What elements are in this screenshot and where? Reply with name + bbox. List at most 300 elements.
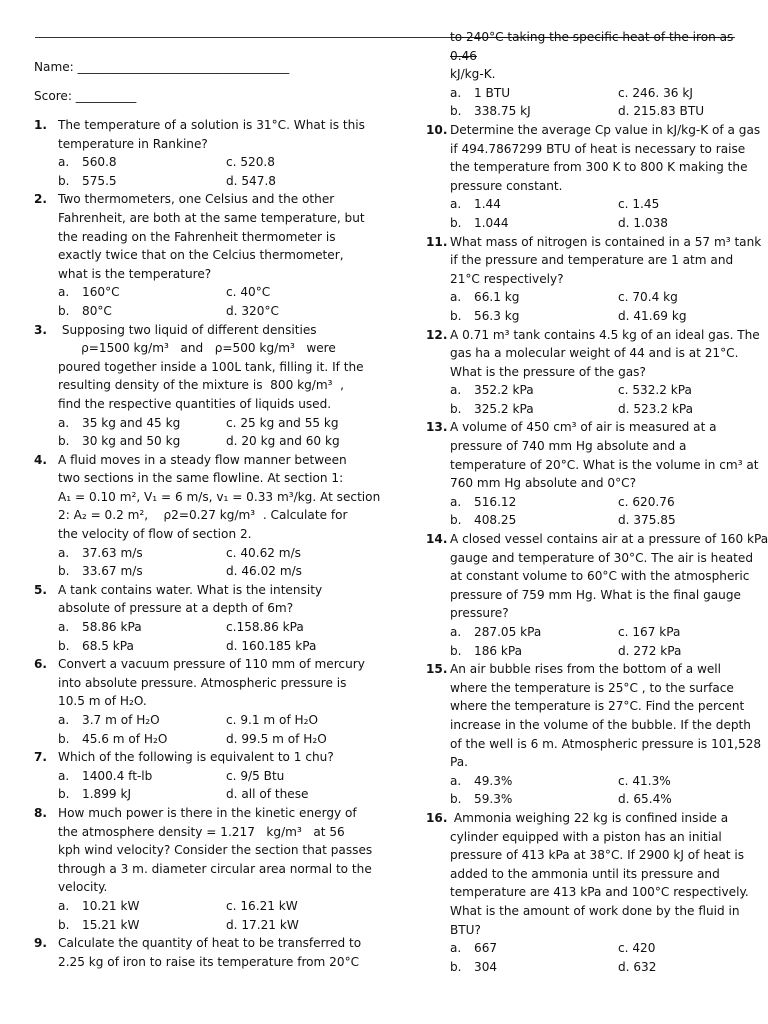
option-letter: b. <box>450 104 462 119</box>
question-line: pressure of 759 mm Hg. What is the final gauge <box>450 587 741 602</box>
option-text: 59.3% <box>474 792 513 807</box>
q9-continuation <box>426 28 746 84</box>
option-row <box>58 730 356 749</box>
question-line: ρ=1500 kg/m³ and ρ=500 kg/m³ were <box>58 341 336 356</box>
option-text: 667 <box>474 941 498 956</box>
option-letter: b. <box>58 303 70 318</box>
option-letter: a. <box>450 290 462 305</box>
option-row <box>450 939 746 958</box>
option-row <box>450 642 746 661</box>
answer-options <box>58 711 356 748</box>
question-text <box>450 233 761 289</box>
option-right: c. 40.62 m/s <box>226 545 301 560</box>
answer-options <box>450 939 746 976</box>
question-3 <box>34 321 364 451</box>
question-line: pressure? <box>450 606 509 621</box>
question-text <box>58 934 361 971</box>
option-letter: a. <box>450 941 462 956</box>
question-line: Pa. <box>450 755 469 770</box>
question-number: 4. <box>34 452 48 467</box>
option-left <box>450 623 618 642</box>
option-text: 66.1 kg <box>474 290 520 305</box>
question-text <box>58 451 380 544</box>
answer-options <box>450 772 746 809</box>
option-right: c. 620.76 <box>618 494 675 509</box>
question-number: 13. <box>426 420 448 435</box>
question-9 <box>34 934 362 971</box>
option-row <box>58 172 356 191</box>
question-line: the temperature from 300 K to 800 K making the <box>450 160 748 175</box>
question-text <box>450 530 768 623</box>
option-left <box>450 493 618 512</box>
option-left <box>58 432 226 451</box>
question-text <box>58 116 365 153</box>
question-line: Two thermometers, one Celsius and the other <box>58 192 335 207</box>
option-right: d. 375.85 <box>618 513 676 528</box>
option-left <box>58 637 226 656</box>
option-left <box>58 785 226 804</box>
question-line: cylinder equipped with a piston has an initial <box>450 829 722 844</box>
question-line: pressure of 413 kPa at 38°C. If 2900 kJ of heat is <box>450 848 745 863</box>
question-line: A fluid moves in a steady flow manner between <box>58 452 347 467</box>
question-line: Supposing two liquid of different densities <box>58 322 317 337</box>
question-line: Convert a vacuum pressure of 110 mm of mercury <box>58 657 365 672</box>
option-letter: a. <box>58 415 70 430</box>
option-left <box>450 958 618 977</box>
option-row <box>58 432 356 451</box>
option-right: c. 9/5 Btu <box>226 768 285 783</box>
question-line: added to the ammonia until its pressure and <box>450 866 720 881</box>
option-text: 37.63 m/s <box>82 545 143 560</box>
option-left <box>58 711 226 730</box>
question-number: 2. <box>34 192 48 207</box>
option-right: c. 9.1 m of H₂O <box>226 713 319 727</box>
question-line: Determine the average Cp value in kJ/kg-K of a gas <box>450 122 761 137</box>
question-line: poured together inside a 100L tank, filling it. If the <box>58 359 364 374</box>
q9-options <box>450 84 746 121</box>
question-stem <box>426 660 762 772</box>
option-right: c. 532.2 kPa <box>618 383 692 398</box>
option-left <box>58 618 226 637</box>
q9-continuation-line-2: kJ/kg-K. <box>450 67 496 82</box>
option-left <box>58 897 226 916</box>
question-line: Fahrenheit, are both at the same temperature, but <box>58 210 365 225</box>
question-number: 11. <box>426 234 448 249</box>
option-letter: b. <box>450 643 462 658</box>
option-row <box>58 302 356 321</box>
option-left <box>450 84 618 103</box>
question-line: pressure constant. <box>450 178 563 193</box>
option-letter: b. <box>58 638 70 653</box>
option-text: 58.86 kPa <box>82 620 142 635</box>
question-line: the velocity of flow of section 2. <box>58 527 252 542</box>
option-left <box>58 916 226 935</box>
question-stem <box>426 233 762 289</box>
question-line: if 494.7867299 BTU of heat is necessary to raise <box>450 141 746 156</box>
option-letter: a. <box>450 383 462 398</box>
option-right: c. 70.4 kg <box>618 290 678 305</box>
option-left <box>58 767 226 786</box>
question-line: A closed vessel contains air at a pressure of 160 kPa <box>450 532 768 547</box>
right-column <box>426 28 768 976</box>
question-stem <box>34 190 365 283</box>
option-text: 10.21 kW <box>82 898 140 913</box>
question-text <box>58 804 372 897</box>
option-right: d. 65.4% <box>618 792 672 807</box>
option-text: 1.44 <box>474 197 501 212</box>
question-text <box>58 581 356 618</box>
option-text: 3.7 m of H₂O <box>82 713 160 727</box>
option-right: d. 632 <box>618 959 657 974</box>
question-line: gauge and temperature of 30°C. The air is heated <box>450 550 754 565</box>
option-row <box>450 772 746 791</box>
option-row <box>58 637 356 656</box>
option-letter: b. <box>450 959 462 974</box>
option-letter: a. <box>58 285 70 300</box>
option-letter: a. <box>58 545 70 560</box>
question-number: 16. <box>426 810 448 825</box>
question-line: pressure of 740 mm Hg absolute and a <box>450 439 687 454</box>
question-number: 3. <box>34 322 48 337</box>
question-line: 2.25 kg of iron to raise its temperature from 20°C <box>58 954 360 969</box>
question-line: absolute of pressure at a depth of 6m? <box>58 601 294 616</box>
question-text <box>58 321 364 414</box>
option-letter: a. <box>450 494 462 509</box>
question-stem <box>34 116 365 153</box>
question-stem <box>34 655 365 711</box>
question-line: A 0.71 m³ tank contains 4.5 kg of an ideal gas. The <box>450 327 760 342</box>
option-letter: b. <box>58 173 70 188</box>
option-left <box>450 511 618 530</box>
option-letter: b. <box>450 215 462 230</box>
question-line: find the respective quantities of liquids used. <box>58 396 332 411</box>
option-row <box>58 283 356 302</box>
question-line: An air bubble rises from the bottom of a well <box>450 662 721 677</box>
question-number: 12. <box>426 327 448 342</box>
option-text: 352.2 kPa <box>474 383 534 398</box>
answer-options <box>58 283 356 320</box>
option-row <box>450 288 746 307</box>
left-question-list <box>34 116 381 971</box>
option-row <box>450 84 746 103</box>
option-row <box>450 381 746 400</box>
question-text <box>450 660 761 772</box>
option-text: 287.05 kPa <box>474 625 542 639</box>
option-right: d. 160.185 kPa <box>226 638 317 653</box>
question-line: two sections in the same flowline. At section 1: <box>58 471 344 486</box>
option-letter: b. <box>58 787 70 802</box>
question-stem <box>34 321 364 414</box>
question-7 <box>34 748 356 804</box>
question-4 <box>34 451 381 581</box>
option-letter: b. <box>450 513 462 528</box>
option-right: c. 246. 36 kJ <box>618 85 693 100</box>
option-row <box>58 785 356 804</box>
option-right: d. 41.69 kg <box>618 308 687 323</box>
answer-options <box>58 544 356 581</box>
option-letter: b. <box>58 917 70 932</box>
question-line: what is the temperature? <box>58 266 212 281</box>
option-right: d. 215.83 BTU <box>618 104 705 119</box>
option-right: d. 272 kPa <box>618 643 682 658</box>
left-column <box>34 58 381 971</box>
question-line: 2: A₂ = 0.2 m², ρ2=0.27 kg/m³ . Calculate for <box>58 508 348 523</box>
question-line: where the temperature is 25°C , to the surface <box>450 680 734 695</box>
option-text: 325.2 kPa <box>474 401 534 416</box>
option-row <box>58 767 356 786</box>
answer-options <box>450 623 746 660</box>
answer-options <box>58 153 356 190</box>
option-letter: a. <box>58 155 70 170</box>
question-line: What is the amount of work done by the fluid in <box>450 903 740 918</box>
question-line: gas ha a molecular weight of 44 and is at 21°C. <box>450 346 739 361</box>
option-letter: a. <box>58 713 70 727</box>
answer-options <box>450 288 746 325</box>
option-letter: a. <box>450 625 462 639</box>
option-text: 68.5 kPa <box>82 638 134 653</box>
option-letter: b. <box>450 792 462 807</box>
question-12 <box>426 326 760 419</box>
option-left <box>450 790 618 809</box>
question-line: exactly twice that on the Celcius thermometer, <box>58 248 344 263</box>
option-text: 80°C <box>82 303 112 318</box>
option-row <box>450 493 746 512</box>
option-text: 304 <box>474 959 498 974</box>
question-line: the atmosphere density = 1.217 kg/m³ at 56 <box>58 824 345 839</box>
answer-options <box>58 414 356 451</box>
question-text <box>58 748 356 767</box>
question-8 <box>34 804 373 934</box>
option-left <box>58 283 226 302</box>
option-text: 1.899 kJ <box>82 787 132 802</box>
question-1 <box>34 116 365 190</box>
option-text: 49.3% <box>474 773 513 788</box>
option-left <box>450 307 618 326</box>
question-11 <box>426 233 762 326</box>
option-letter: a. <box>450 197 462 212</box>
option-left <box>450 642 618 661</box>
question-text <box>450 121 760 195</box>
q9-continuation-line-1: to 240°C taking the specific heat of the iron as 0.46 <box>450 30 734 63</box>
question-number: 14. <box>426 532 448 547</box>
option-row <box>58 916 356 935</box>
option-right: c. 167 kPa <box>618 625 681 639</box>
option-row <box>58 897 356 916</box>
option-row <box>58 153 356 172</box>
option-right: c. 25 kg and 55 kg <box>226 415 339 430</box>
right-question-list <box>426 121 768 976</box>
option-right: d. 17.21 kW <box>226 917 299 932</box>
answer-options <box>450 195 746 232</box>
option-text: 575.5 <box>82 173 117 188</box>
question-stem <box>426 326 760 382</box>
option-row <box>450 958 746 977</box>
option-left <box>450 288 618 307</box>
option-text: 33.67 m/s <box>82 564 143 579</box>
option-text: 560.8 <box>82 155 117 170</box>
question-line: Which of the following is equivalent to 1 chu? <box>58 750 334 765</box>
option-letter: b. <box>450 308 462 323</box>
option-text: 160°C <box>82 285 120 300</box>
option-right: d. 20 kg and 60 kg <box>226 434 340 449</box>
question-number: 5. <box>34 582 48 597</box>
option-letter: a. <box>58 898 70 913</box>
option-text: 408.25 <box>474 513 517 528</box>
question-6 <box>34 655 365 748</box>
question-text <box>58 190 365 283</box>
question-line: of the well is 6 m. Atmospheric pressure is 101,528 <box>450 736 762 751</box>
question-line: A₁ = 0.10 m², V₁ = 6 m/s, v₁ = 0.33 m³/kg. At section <box>58 489 381 504</box>
answer-options <box>58 897 356 934</box>
option-text: 1 BTU <box>474 85 511 100</box>
question-text <box>58 655 365 711</box>
option-right: c. 420 <box>618 941 656 956</box>
score-line: Score: __________ <box>34 89 137 103</box>
option-right: d. 320°C <box>226 303 279 318</box>
option-text: 338.75 kJ <box>474 104 531 119</box>
option-left <box>58 414 226 433</box>
option-left <box>58 302 226 321</box>
option-left <box>450 939 618 958</box>
question-line: What mass of nitrogen is contained in a 57 m³ tank <box>450 234 762 249</box>
question-line: 10.5 m of H₂O. <box>58 694 147 709</box>
question-line: temperature of 20°C. What is the volume in cm³ at <box>450 457 759 472</box>
option-left <box>58 730 226 749</box>
option-letter: b. <box>58 731 70 746</box>
question-line: A tank contains water. What is the intensity <box>58 582 323 597</box>
option-row <box>58 618 356 637</box>
question-14 <box>426 530 768 660</box>
option-left <box>450 381 618 400</box>
option-row <box>450 195 746 214</box>
option-right: d. 1.038 <box>618 215 668 230</box>
question-line: if the pressure and temperature are 1 atm and <box>450 253 734 268</box>
option-text: 35 kg and 45 kg <box>82 415 181 430</box>
question-15 <box>426 660 762 809</box>
question-stem <box>34 934 362 971</box>
option-text: 186 kPa <box>474 643 523 658</box>
option-left <box>450 195 618 214</box>
option-text: 56.3 kg <box>474 308 520 323</box>
question-stem <box>426 809 749 939</box>
answer-options <box>450 493 746 530</box>
option-row <box>450 623 746 642</box>
option-text: 1.044 <box>474 215 509 230</box>
option-right: d. 99.5 m of H₂O <box>226 731 327 746</box>
answer-options <box>58 767 356 804</box>
question-line: A volume of 450 cm³ of air is measured at a <box>450 420 717 435</box>
question-line: kph wind velocity? Consider the section that passes <box>58 843 373 858</box>
question-stem <box>426 121 761 195</box>
question-number: 15. <box>426 662 448 677</box>
question-text <box>450 326 760 382</box>
question-number: 8. <box>34 805 48 820</box>
option-right: d. all of these <box>226 787 309 802</box>
option-left <box>58 544 226 563</box>
question-stem <box>34 581 356 618</box>
question-10 <box>426 121 761 233</box>
option-text: 45.6 m of H₂O <box>82 731 168 746</box>
question-2 <box>34 190 365 320</box>
option-row <box>450 214 746 233</box>
question-stem <box>426 530 768 623</box>
question-line: resulting density of the mixture is 800 kg/m³ , <box>58 378 345 393</box>
question-line: at constant volume to 60°C with the atmospheric <box>450 569 750 584</box>
option-text: 15.21 kW <box>82 917 140 932</box>
question-line: into absolute pressure. Atmospheric pressure is <box>58 675 347 690</box>
option-right: c. 16.21 kW <box>226 898 298 913</box>
option-right: c. 1.45 <box>618 197 660 212</box>
option-row <box>450 511 746 530</box>
option-text: 1400.4 ft-lb <box>82 768 153 783</box>
option-letter: a. <box>58 768 70 783</box>
question-stem <box>34 804 373 897</box>
question-line: through a 3 m. diameter circular area normal to the <box>58 861 372 876</box>
option-row <box>450 790 746 809</box>
answer-options <box>58 618 356 655</box>
question-stem <box>34 748 356 767</box>
question-line: What is the pressure of the gas? <box>450 364 646 379</box>
question-number: 6. <box>34 657 48 672</box>
option-text: 30 kg and 50 kg <box>82 434 181 449</box>
option-left <box>450 400 618 419</box>
option-letter: b. <box>58 434 70 449</box>
question-stem <box>34 451 381 544</box>
question-text <box>450 418 759 492</box>
question-line: The temperature of a solution is 31°C. What is this <box>58 118 365 132</box>
question-16 <box>426 809 749 976</box>
option-text: 516.12 <box>474 494 517 509</box>
option-right: d. 46.02 m/s <box>226 564 302 579</box>
option-row <box>450 400 746 419</box>
option-letter: a. <box>450 773 462 788</box>
option-row <box>450 307 746 326</box>
option-letter: a. <box>450 85 462 100</box>
question-5 <box>34 581 356 655</box>
option-left <box>450 772 618 791</box>
option-letter: b. <box>58 564 70 579</box>
question-line: where the temperature is 27°C. Find the percent <box>450 699 745 714</box>
question-line: temperature in Rankine? <box>58 136 208 151</box>
question-number: 1. <box>34 118 48 132</box>
question-line: velocity. <box>58 880 108 895</box>
question-line: 760 mm Hg absolute and 0°C? <box>450 476 636 491</box>
question-line: temperature are 413 kPa and 100°C respectively. <box>450 885 749 900</box>
question-text <box>450 809 749 939</box>
question-line: the reading on the Fahrenheit thermometer is <box>58 229 336 244</box>
question-line: 21°C respectively? <box>450 271 564 286</box>
option-left <box>58 562 226 581</box>
option-left <box>58 172 226 191</box>
question-line: BTU? <box>450 922 481 937</box>
option-right: c. 520.8 <box>226 155 275 170</box>
option-letter: b. <box>450 401 462 416</box>
question-line: increase in the volume of the bubble. If the depth <box>450 717 751 732</box>
answer-options <box>450 381 746 418</box>
option-row <box>58 562 356 581</box>
question-number: 10. <box>426 122 448 137</box>
option-right: c. 40°C <box>226 285 271 300</box>
question-13 <box>426 418 759 530</box>
question-line: Ammonia weighing 22 kg is confined inside a <box>450 810 729 825</box>
option-left <box>450 214 618 233</box>
option-letter: a. <box>58 620 70 635</box>
option-right: c. 41.3% <box>618 773 671 788</box>
question-stem <box>426 418 759 492</box>
option-left <box>58 153 226 172</box>
option-left <box>450 102 618 121</box>
question-number: 7. <box>34 750 48 765</box>
